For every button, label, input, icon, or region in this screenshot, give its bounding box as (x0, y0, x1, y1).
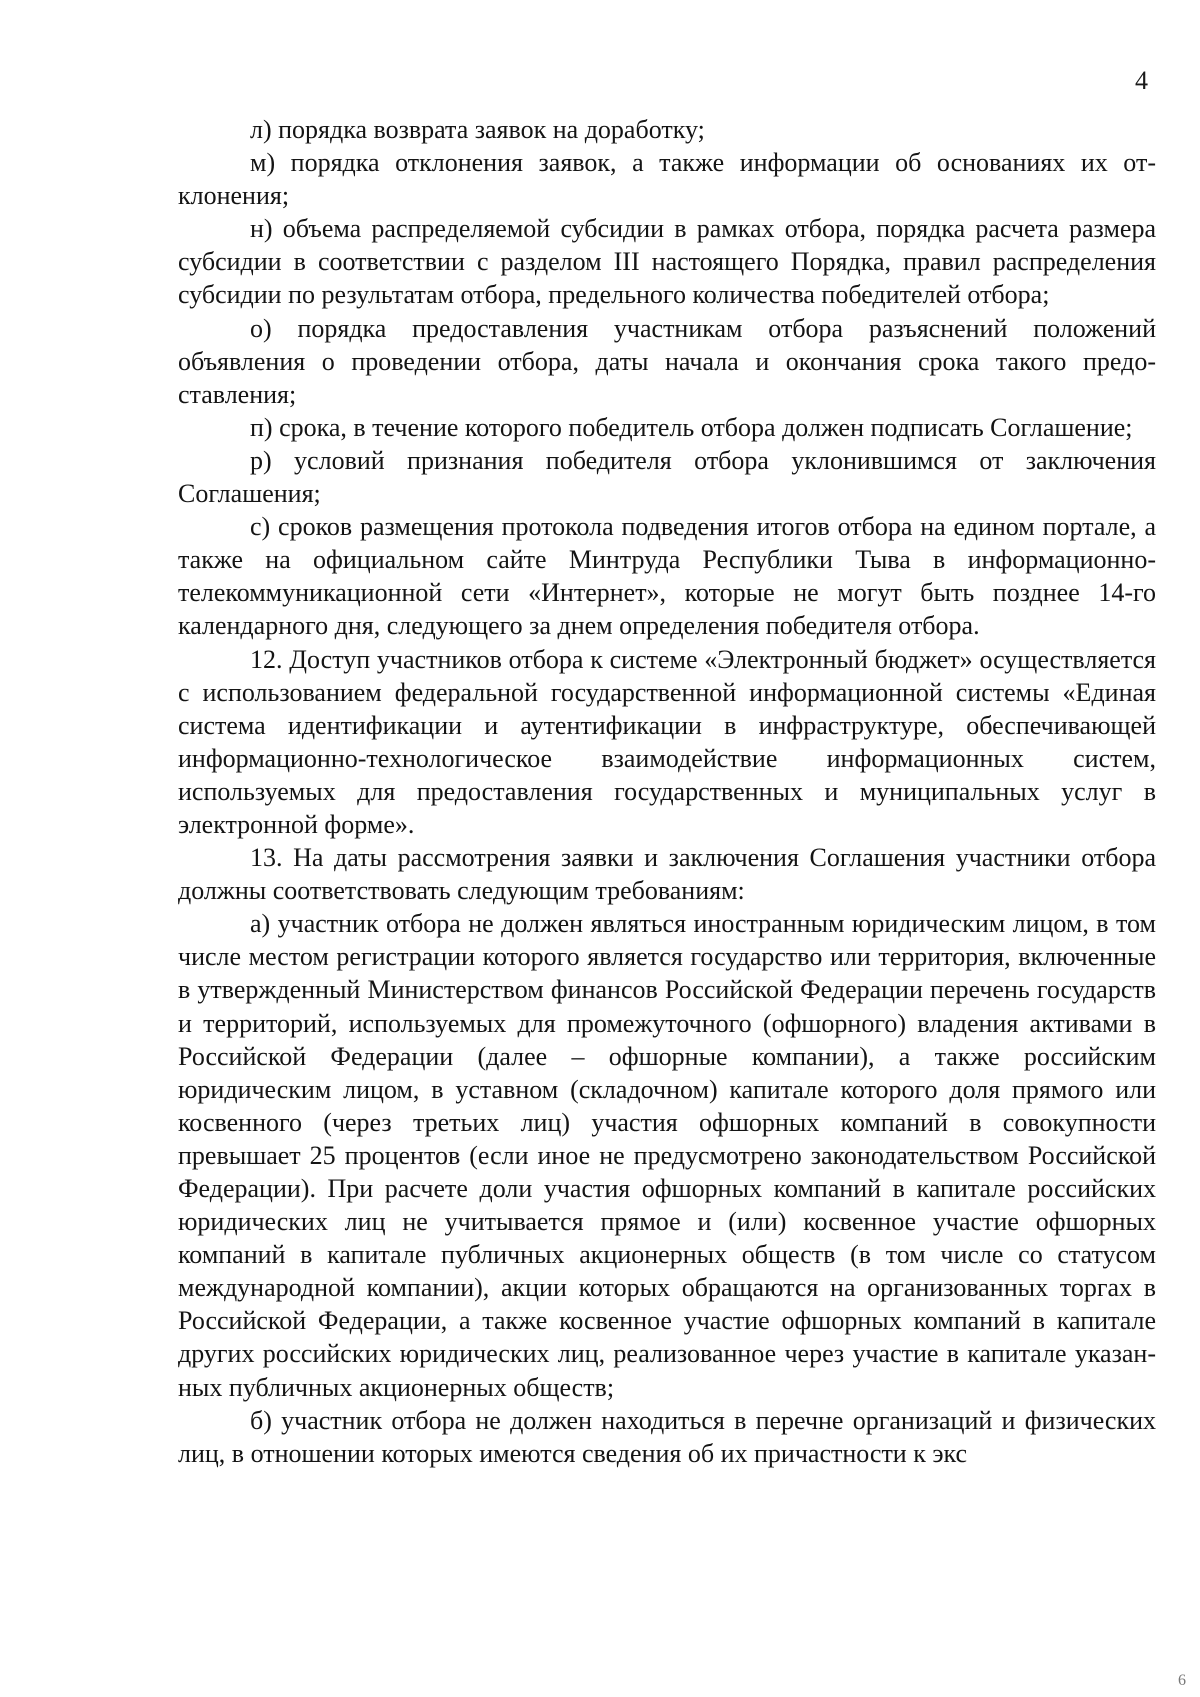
paragraph-r: р) условий признания победителя отбора уклонившимся от заключения Соглашения; (178, 445, 1156, 509)
paragraph-13: 13. На даты рассмотрения заявки и заключения Соглашения участники отбора должны соответствовать следующим требованиям: (178, 843, 1156, 906)
page-number: 4 (1135, 66, 1148, 95)
paragraph-n: н) объема распределяемой субсидии в рамках отбора, порядка расчета размера субсидии в соответствии с разделом III настоящего Порядка, правил распределения субсидии по результатам отбора, предельного количества победителей отбора; (178, 214, 1156, 310)
paragraph-b: б) участник отбора не должен находиться в перечне организаций и физических лиц, в отношении которых имеются сведения об их причастности к экс (178, 1405, 1156, 1468)
paragraph-l: л) порядка возврата заявок на доработку; (250, 115, 705, 144)
document-body (178, 113, 1156, 1470)
paragraph-12: 12. Доступ участников отбора к системе «Электронный бюджет» осуществляется с использованием федеральной государственной информационной системы «Единая система идентификации и аутентификации в инфраструктуре, обеспечивающей информационно-технологическое взаимодействие информационных систем, используемых для предоставления государственных и муниципальных услуг в электронной форме». (178, 644, 1156, 839)
paragraph-s: с) сроков размещения протокола подведения итогов отбора на едином портале, а также на официальном сайте Минтруда Республики Тыва в информационно-телекоммуникационной сети «Интернет», которые не могут быть позднее 14-го календарного дня, следующего за днем определения победителя отбора. (178, 512, 1156, 641)
paragraph-o: о) порядка предоставления участникам отбора разъяснений положений объявления о проведении отбора, даты начала и окончания срока такого предоставления; (178, 313, 1156, 409)
paragraph-m: м) порядка отклонения заявок, а также информации об основаниях их отклонения; (178, 148, 1156, 211)
paragraph-p: п) срока, в течение которого победитель отбора должен подписать Соглашение; (250, 412, 1133, 442)
paragraph-a: а) участник отбора не должен являться иностранным юридическим лицом, в том числе местом регистрации которого является государство или территория, включенные в утвержденный Министерством финансов Российской Федерации перечень государств и территорий, используемых для промежуточного (офшорного) владения активами в Российской Федерации (далее – офшорные компании), а также российским юридическим лицом, в уставном (складочном) капитале которого доля прямого или косвенного (через третьих лиц) участия офшорных компаний в совокупности превышает 25 процентов (если иное не предусмотрено законодательством Российской Федерации). При расчете доли участия офшорных компаний в капитале российских юридических лиц не учитывается прямое и (или) косвенное участие офшорных компаний в капитале публичных акционерных обществ (в том числе со статусом международной компании), акции которых обращаются на организованных торгах в Российской Федерации, а также косвенное участие офшорных компаний в капитале других российских юридических лиц, реализованное через участие в капитале указанных публичных акционерных обществ; (178, 909, 1156, 1402)
scan-edge-mark: 6 (1178, 1672, 1186, 1689)
